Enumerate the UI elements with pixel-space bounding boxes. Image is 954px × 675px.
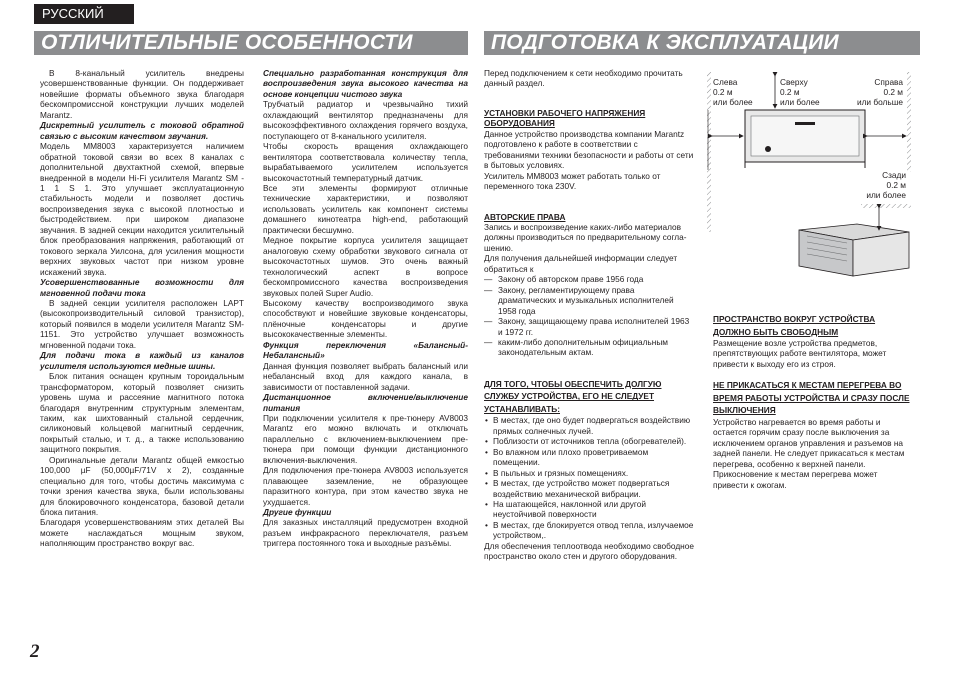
intro-paragraph: В 8-канальный усилитель внедрены усовершенствованные функции. Он поддерживает новейшие форматы объемного звука благодаря бескомпромиссной конструкции лучших моделей Marantz. xyxy=(40,68,244,120)
paragraph: Для подключения пре-тюнера AV8003 используется плавающее заземление, не образующее паразитного контура, при этом качество звука не ухудшается. xyxy=(263,465,468,507)
subheading-current-feedback: Дискретный усилитель с токовой обратной связью с высоким качеством звучания. xyxy=(40,120,244,141)
subheading-other: Другие функции xyxy=(263,507,332,518)
column-2 xyxy=(263,68,468,549)
label-rear: Сзади 0.2 м или более xyxy=(866,170,906,200)
list-item: • Во влажном или плохо проветриваемом помещении. xyxy=(484,447,694,468)
column-1 xyxy=(40,68,244,549)
placement-list xyxy=(484,415,694,540)
subheading-balanced: Функция переключения «Балансный-Небалансный» xyxy=(263,339,468,361)
section-placement: ДЛЯ ТОГО, ЧТОБЫ ОБЕСПЕЧИТЬ ДОЛГУЮ СЛУЖБУ УСТРОЙСТВА, ЕГО НЕ СЛЕДУЕТ УСТАНАВЛИВАТЬ: xyxy=(484,378,662,414)
label-left: Слева 0.2 м или более xyxy=(713,77,753,107)
label-top: Сверху 0.2 м или более xyxy=(780,77,820,107)
section-copyright: АВТОРСКИЕ ПРАВА xyxy=(484,211,566,222)
language-tab: РУССКИЙ xyxy=(34,4,134,24)
section-voltage: УСТАНОВКИ РАБОЧЕГО НАПРЯЖЕНИЯ ОБОРУДОВАНИЯ xyxy=(484,107,646,129)
heading-features: ОТЛИЧИТЕЛЬНЫЕ ОСОБЕННОСТИ xyxy=(34,31,468,55)
list-item: — Закону, защищающему права исполнителей 1963 и 1972 гг. xyxy=(484,316,694,337)
section-free-space: ПРОСТРАНСТВО ВОКРУГ УСТРОЙСТВА ДОЛЖНО БЫТЬ СВОБОДНЫМ xyxy=(713,314,876,337)
label-right: Справа 0.2 м или больше xyxy=(856,77,903,107)
paragraph: Модель MM8003 характеризуется наличием обратной токовой связи во всех 8 каналах с дополнительной двухтактной схемой, впервые внедренной в модели Hi-Fi усилителя Marantz SM - 1 1 S 1. Это улучшает эксплуатационную стабильность модели и позволяет достичь воспроизведения звука с высокой плотностью и быстродействием. при широком диапазоне звучания. В задней секции находится усилительный блок преобразования напряжения, работающий от токового зеркала Уилсона, для усиления мощности верхних звуковых частот при низком уровне искажений звука. xyxy=(40,141,244,277)
list-item: • Поблизости от источников тепла (обогревателей). xyxy=(484,436,694,446)
page-number: 2 xyxy=(30,641,40,662)
paragraph: Оригинальные детали Marantz общей емкостью 100,000 µF (50,000µF/71V x 2), созданные специально для того, чтобы достичь максимума с точки зрения качества звука, были использованы для блокировочного конденсатора, базовой детали блока питания. xyxy=(40,454,244,518)
paragraph: Усилитель MM8003 может работать только от переменного тока 230V. xyxy=(484,170,661,192)
paragraph: Для обеспечения теплоотвода необходимо свободное пространство около стен и другого оборудования. xyxy=(484,540,694,562)
paragraph: Высокому качеству воспроизводимого звука способствуют и новейшие звуковые конденсаторы, плёночные конденсаторы и другие высококачественные элементы. xyxy=(263,297,468,340)
list-item: • В пыльных и грязных помещениях. xyxy=(484,468,694,478)
list-item: — Закону, регламентирующему права драматических и музыкальных исполнителей 1958 года xyxy=(484,285,694,316)
list-item: • В местах, где устройство может подвергаться воздействию механической вибрации. xyxy=(484,478,694,499)
copyright-list xyxy=(484,274,694,358)
list-item: — Закону об авторском праве 1956 года xyxy=(484,274,694,284)
list-item: — каким-либо дополнительным официальным законодательным актам. xyxy=(484,337,694,358)
list-item: • В местах, где оно будет подвергаться воздействию прямых солнечных лучей. xyxy=(484,415,694,436)
heading-preparation: ПОДГОТОВКА К ЭКСПЛУАТАЦИИ xyxy=(484,31,920,55)
paragraph: Данная функция позволяет выбрать балансный или небалансный вход для каждого канала, в зависимости от поставленной задачи. xyxy=(263,360,468,392)
subheading-pure-sound: Специально разработанная конструкция для воспроизведения звука высокого качества на основе концепции чистого звука xyxy=(263,68,468,99)
paragraph: Медное покрытие корпуса усилителя защищает аналоговую схему обработки звукового сигнала от высокочастотных шумов. Это очень важный технологический аспект в вопросе бескомпромиссного качества воспроизведения звуковых полей Super Audio. xyxy=(263,235,468,298)
section-hot-surfaces: НЕ ПРИКАСАТЬСЯ К МЕСТАМ ПЕРЕГРЕВА ВО ВРЕМЯ РАБОТЫ УСТРОЙСТВА И СРАЗУ ПОСЛЕ ВЫКЛЮЧЕНИЯ xyxy=(713,380,910,416)
left-wall xyxy=(707,72,711,232)
paragraph: Блок питания оснащен крупным тороидальным трансформатором, который позволяет снизить уровень шума и рассеяние магнитного потока благодаря внутренним структурным элементам, таким, как шихтованный стальной сердечник, силиконовый кольцевой магнитный сердечник, покрытый сталью, и т. д., а также использованию защитного покрытия. xyxy=(40,371,244,455)
subheading-copper-bus: Для подачи тока в каждый из каналов усилителя используются медные шины. xyxy=(40,350,244,371)
subheading-current-supply: Усовершенствованные возможности для мгновенной подачи тока xyxy=(40,277,244,298)
intro-paragraph: Перед подключением к сети необходимо прочитать данный раздел. xyxy=(484,68,683,89)
rear-wall xyxy=(861,204,911,208)
paragraph: Размещение возле устройства предметов, препятствующих работе вентилятора, может привести к выходу его из строя. xyxy=(713,338,887,369)
column-3 xyxy=(484,68,694,562)
paragraph: Устройство нагревается во время работы и остается горячим сразу после выключения за исключением органов управления и разъемов на задней панели. Не следует прикасаться к местам перегрева, особенно к верхней панели. Прикосновение к местам перегрева может привести к ожогам. xyxy=(713,416,905,490)
list-item: • На шатающейся, наклонной или другой неустойчивой поверхности xyxy=(484,499,694,520)
paragraph: Все эти элементы формируют отличные технические характеристики, и позволяют использовать усилитель как компонент системы домашнего кинотеатра high-end, работающий практически бесшумно. xyxy=(263,182,468,235)
paragraph: Запись и воспроизведение каких-либо материалов должны производиться по предварительному согла-шению. xyxy=(484,221,687,253)
right-wall xyxy=(907,72,911,172)
paragraph: При подключении усилителя к пре-тюнеру AV8003 Marantz его можно включать и отключать параллельно с включением-выключением пре-тюнера при помощи функции дистанционного включения-выключения. xyxy=(263,412,468,465)
paragraph: Трубчатый радиатор и чрезвычайно тихий охлаждающий вентилятор предназначены для высокоэффективного охлаждения горячего воздуха, поступающего от 8-канального усилителя. xyxy=(263,99,468,141)
paragraph: Чтобы скорость вращения охлаждающего вентилятора соответствовала количеству тепла, вырабатываемого усилителем используется высокочастотный температурный датчик. xyxy=(263,141,468,183)
column-4 xyxy=(713,313,913,490)
list-item: • В местах, где блокируется отвод тепла, излучаемое устройством,. xyxy=(484,520,694,541)
paragraph: Для заказных инсталляций предусмотрен входной разъем инфракрасного переключателя, разъем триггера постоянного тока и выходные разъёмы. xyxy=(263,517,468,549)
paragraph: Благодаря усовершенствованиям этих деталей Вы можете наслаждаться мощным звуком, наполняющим пространство вокруг вас. xyxy=(40,517,244,549)
paragraph: Для получения дальнейшей информации следует обратиться к xyxy=(484,253,678,274)
paragraph: В задней секции усилителя расположен LAPT (высокопроизводительный силовой транзистор), который появился в модели усилителя Marantz SM-1151. Это устройство улучшает возможность мгновенной подачи тока. xyxy=(40,297,244,350)
paragraph: Данное устройство производства компании Marantz подготовлено к работе в соответствии с требованиями техники безопасности и работы от сети в бытовых условиях. xyxy=(484,128,694,171)
clearance-diagram xyxy=(707,70,911,298)
subheading-remote-power: Дистанционное включение/выключение питания xyxy=(263,392,468,413)
